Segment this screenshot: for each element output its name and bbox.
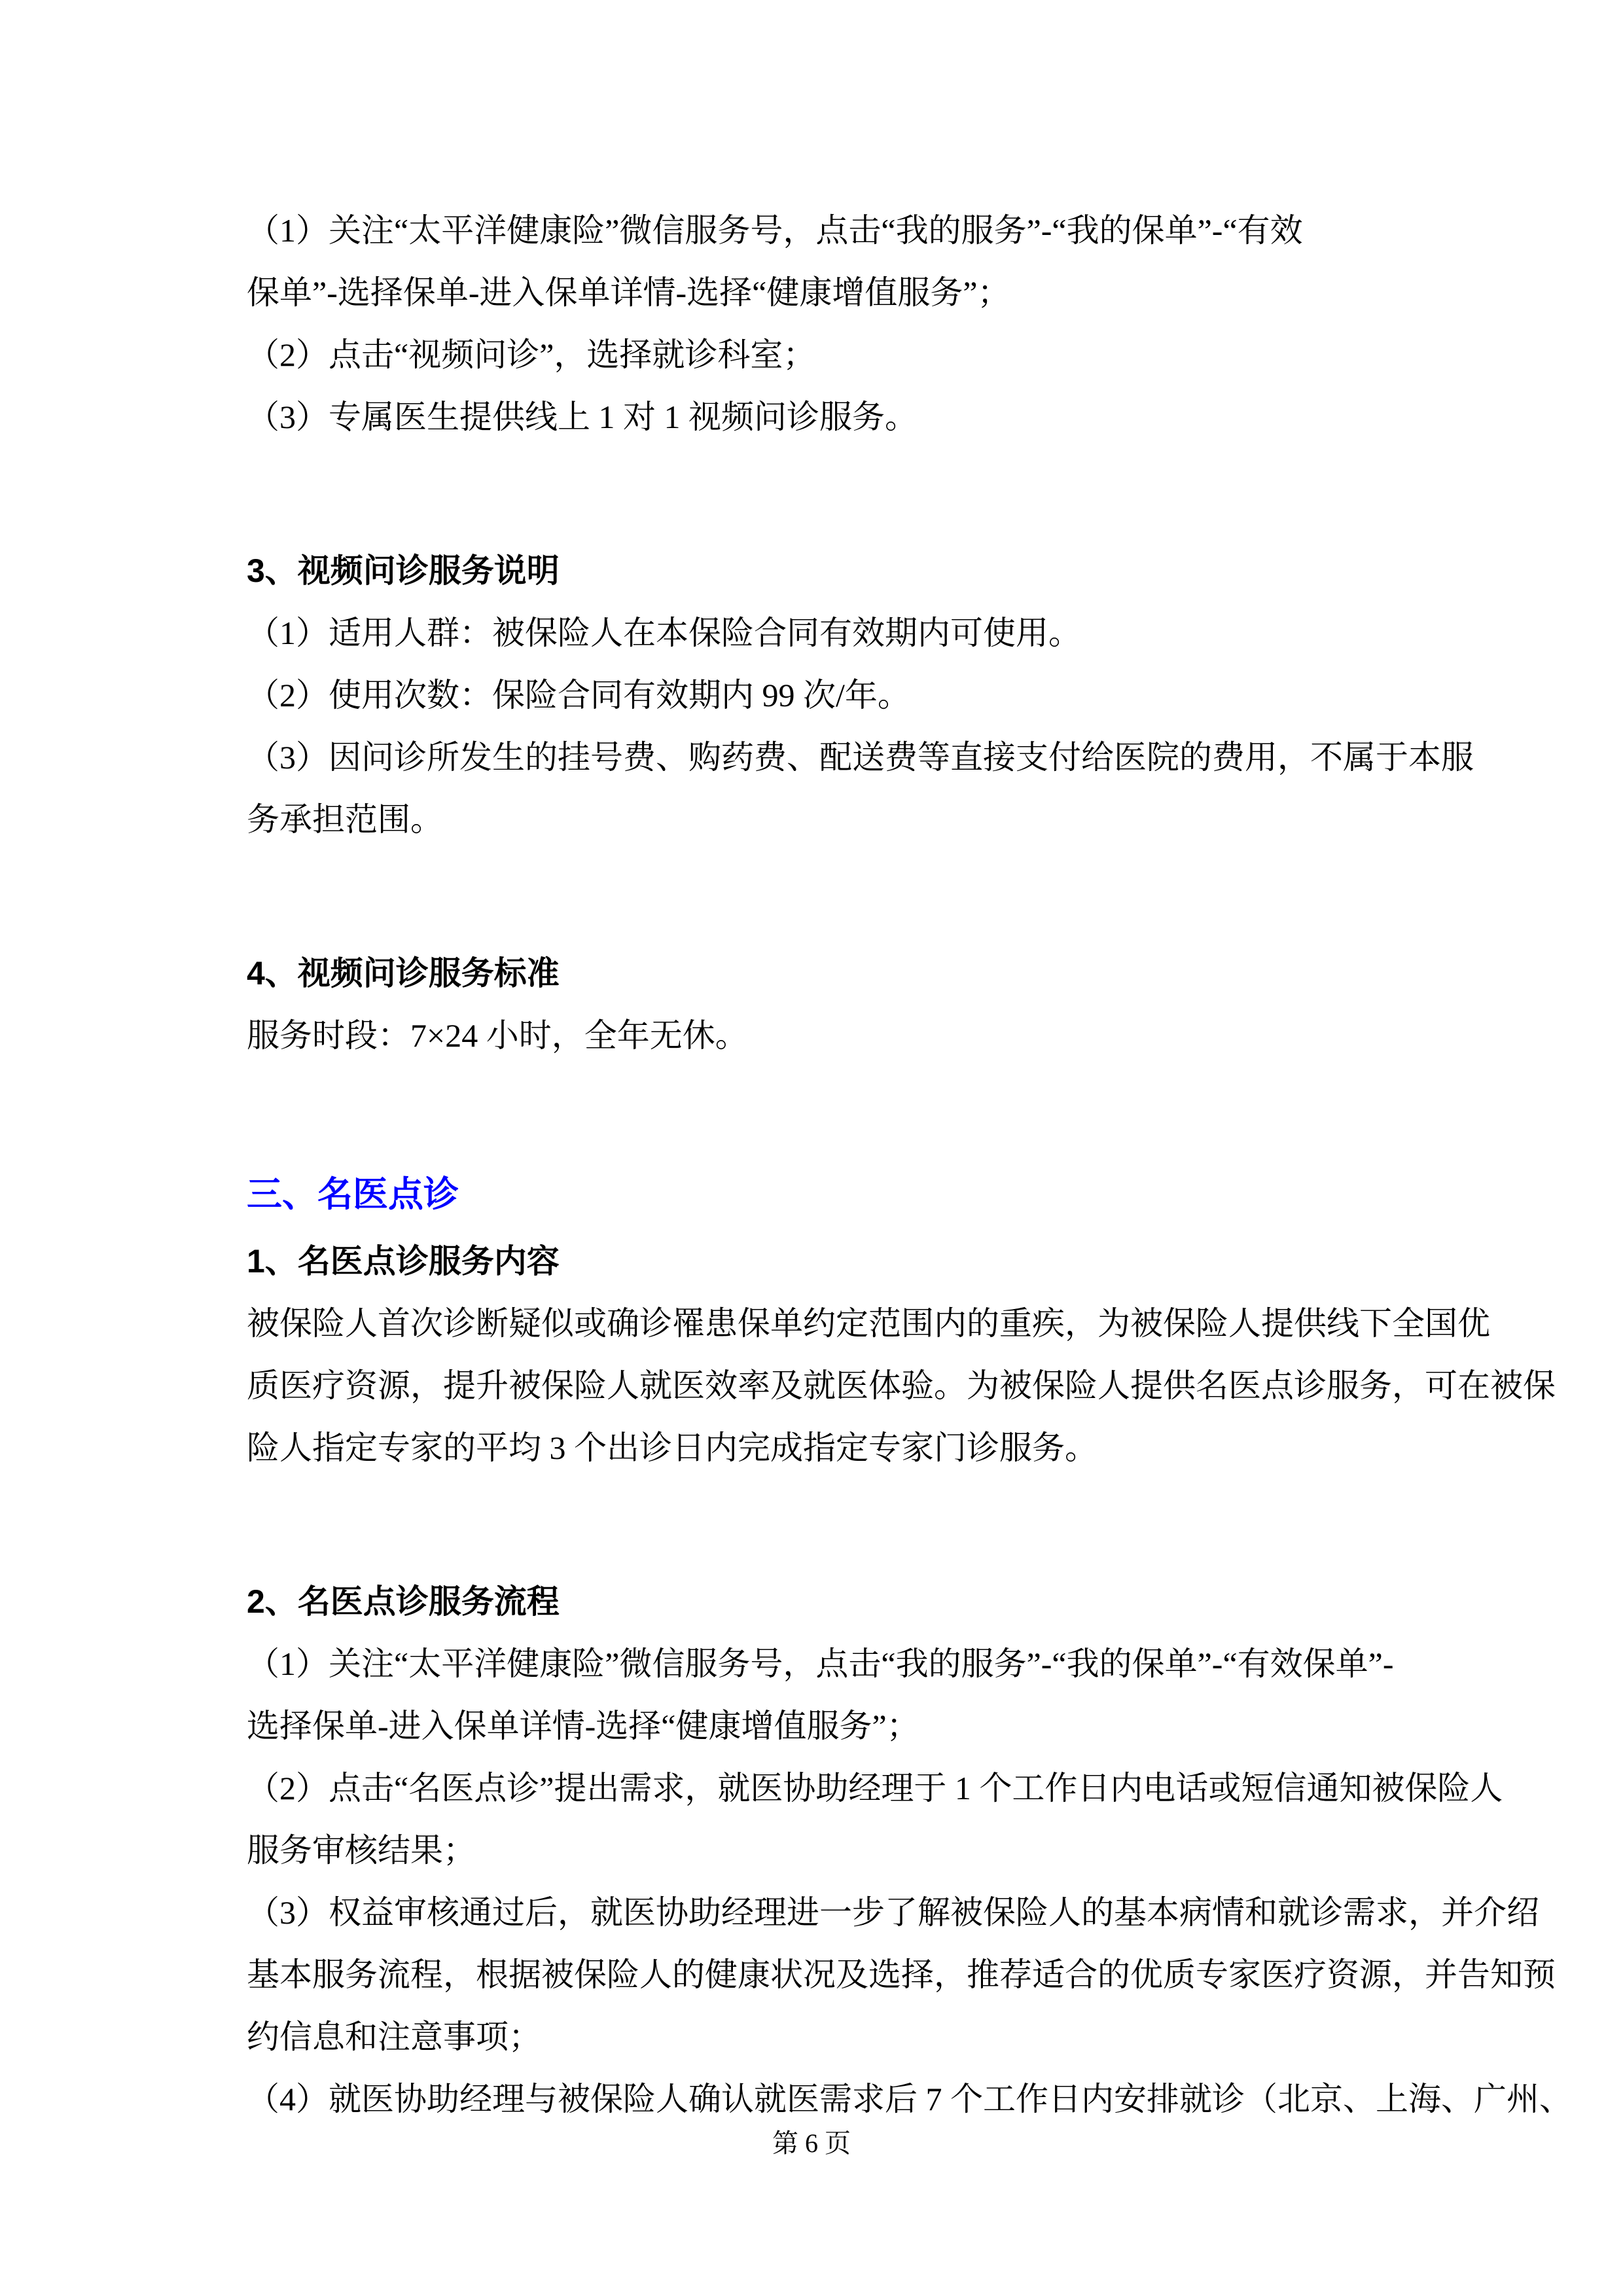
blank-line [247, 1067, 1382, 1158]
text-line: 约信息和注意事项； [247, 2018, 541, 2055]
text-line: 服务时段：7×24 小时，全年无休。 [247, 1017, 748, 1054]
text-line: （3）因问诊所发生的挂号费、购药费、配送费等直接支付给医院的费用，不属于本服 [247, 739, 1474, 776]
subsection-heading: 1、名医点诊服务内容 [247, 1243, 560, 1280]
text-line: （3）权益审核通过后，就医协助经理进一步了解被保险人的基本病情和就诊需求，并介绍 [247, 1894, 1539, 1931]
text-line: 质医疗资源，提升被保险人就医效率及就医体验。为被保险人提供名医点诊服务，可在被保 [247, 1367, 1556, 1404]
text-line: 保单”-选择保单-进入保单详情-选择“健康增值服务”； [247, 274, 1010, 311]
text-line: 被保险人首次诊断疑似或确诊罹患保单约定范围内的重疾，为被保险人提供线下全国优 [247, 1305, 1490, 1342]
section-heading: 三、名医点诊 [247, 1175, 459, 1214]
text-line: 险人指定专家的平均 3 个出诊日内完成指定专家门诊服务。 [247, 1429, 1097, 1466]
text-line: （3）专属医生提供线上 1 对 1 视频问诊服务。 [247, 399, 918, 435]
text-line: （1）关注“太平洋健康险”微信服务号，点击“我的服务”-“我的保单”-“有效 [247, 212, 1303, 249]
text-line: （4）就医协助经理与被保险人确认就医需求后 7 个工作日内安排就诊（北京、上海、广州、 [247, 2081, 1572, 2117]
text-line: （1）适用人群：被保险人在本保险合同有效期内可使用。 [247, 615, 1081, 651]
subsection-heading: 4、视频问诊服务标准 [247, 955, 560, 992]
text-line: 服务审核结果； [247, 1832, 476, 1869]
page-number: 第 6 页 [772, 2128, 851, 2158]
blank-line [247, 448, 1382, 540]
text-line: （1）关注“太平洋健康险”微信服务号，点击“我的服务”-“我的保单”-“有效保单”- [247, 1645, 1394, 1682]
text-line: 务承担范围。 [247, 801, 443, 838]
blank-line [247, 1479, 1382, 1571]
blank-line [247, 851, 1382, 942]
text-line: （2）点击“视频问诊”，选择就诊科室； [247, 336, 816, 373]
text-line: 选择保单-进入保单详情-选择“健康增值服务”； [247, 1708, 919, 1744]
document-body [247, 200, 1572, 2130]
text-line: （2）点击“名医点诊”提出需求，就医协助经理于 1 个工作日内电话或短信通知被保险人 [247, 1770, 1503, 1806]
subsection-heading: 2、名医点诊服务流程 [247, 1583, 560, 1620]
text-line: 基本服务流程，根据被保险人的健康状况及选择，推荐适合的优质专家医疗资源，并告知预 [247, 1956, 1556, 1993]
text-line: （2）使用次数：保险合同有效期内 99 次/年。 [247, 677, 910, 713]
subsection-heading: 3、视频问诊服务说明 [247, 552, 560, 589]
